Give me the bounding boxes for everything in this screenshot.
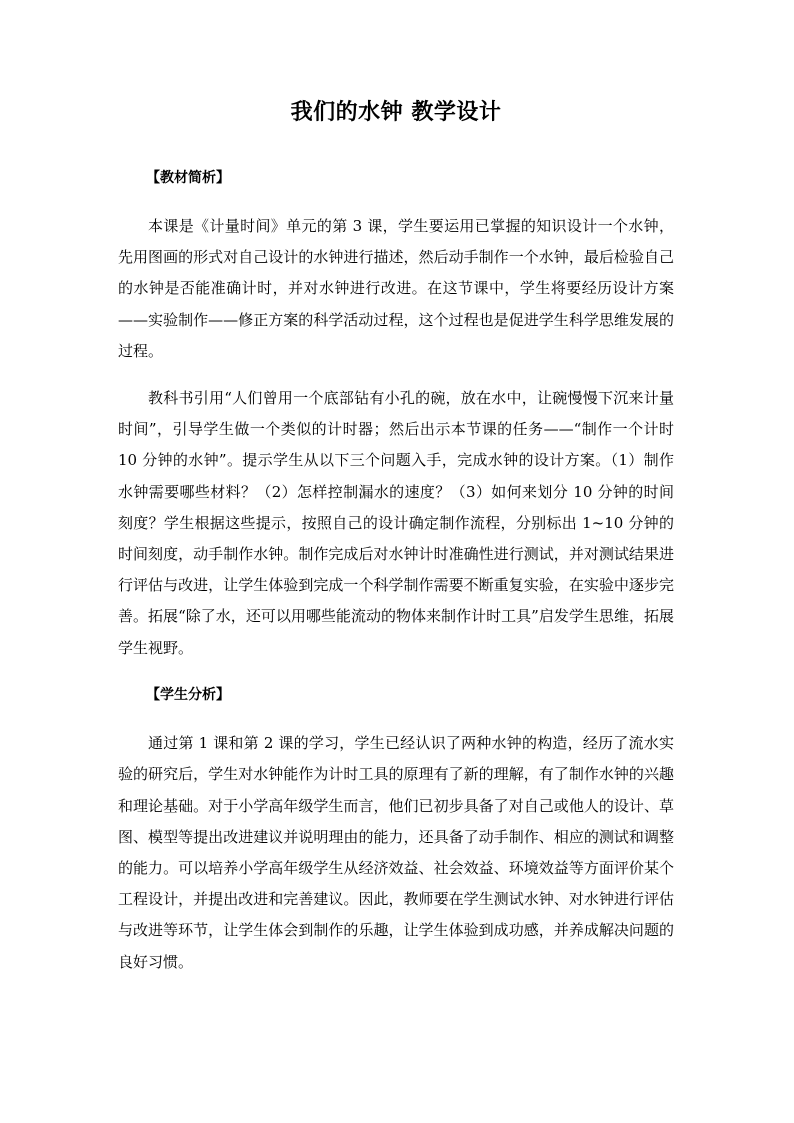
paragraph: 本课是《计量时间》单元的第 3 课，学生要运用已掌握的知识设计一个水钟，先用图画的形式对自己设计的水钟进行描述，然后动手制作一个水钟，最后检验自己的水钟是否能准确计时，并对水钟进行改进。在这节课中，学生将要经历设计方案——实验制作——修正方案的科学活动过程，这个过程也是促进学生科学思维发展的过程。 <box>118 216 674 360</box>
document-title: 我们的水钟 教学设计 <box>290 99 502 125</box>
paragraph: 教科书引用“人们曾用一个底部钻有小孔的碗，放在水中，让碗慢慢下沉来计量时间”，引导学生做一个类似的计时器；然后出示本节课的任务——“制作一个计时 10 分钟的水钟”。提示学生从以下三个问题入手，完成水钟的设计方案。（1）制作水钟需要哪些材料？（2）怎样控制漏水的速度？（3）如何来划分 10 分钟的时间刻度？学生根据这些提示，按照自己的设计确定制作流程，分别标出 1~10 分钟的时间刻度，动手制作水钟。制作完成后对水钟计时准确性进行测试，并对测试结果进行评估与改进，让学生体验到完成一个科学制作需要不断重复实验，在实验中逐步完善。拓展“除了水，还可以用哪些能流动的物体来制作计时工具”启发学生思维，拓展学生视野。 <box>118 389 674 657</box>
paragraph: 通过第 1 课和第 2 课的学习，学生已经认识了两种水钟的构造，经历了流水实验的研究后，学生对水钟能作为计时工具的原理有了新的理解，有了制作水钟的兴趣和理论基础。对于小学高年级学生而言，他们已初步具备了对自己或他人的设计、草图、模型等提出改进建议并说明理由的能力，还具备了动手制作、相应的测试和调整的能力。可以培养小学高年级学生从经济效益、社会效益、环境效益等方面评价某个工程设计，并提出改进和完善建议。因此，教师要在学生测试水钟、对水钟进行评估与改进等环节，让学生体会到制作的乐趣，让学生体验到成功感，并养成解决问题的良好习惯。 <box>118 734 674 971</box>
section-heading: 【学生分析】 <box>146 686 230 703</box>
section-student-analysis <box>118 684 674 978</box>
section-heading: 【教材简析】 <box>146 169 230 186</box>
section-textbook-analysis <box>118 167 674 664</box>
